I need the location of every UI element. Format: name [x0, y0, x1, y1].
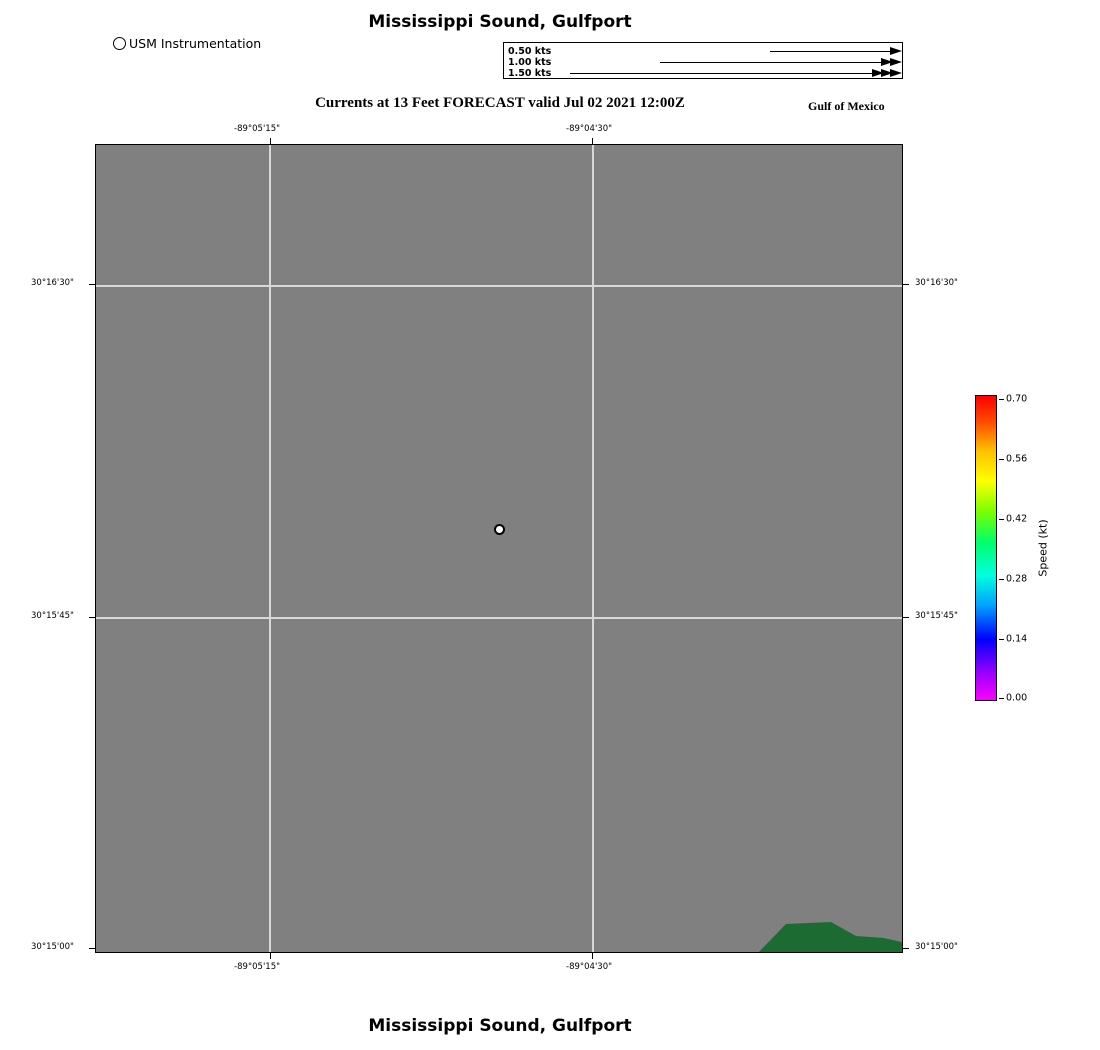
arrow-shaft [770, 51, 890, 52]
axis-label-x-top: -89°04'30" [566, 124, 613, 134]
gridline-longitude [592, 145, 594, 952]
station-legend-label: USM Instrumentation [129, 36, 262, 51]
colorbar-label: 0.56 [1006, 453, 1028, 465]
colorbar-tick [999, 698, 1004, 699]
colorbar-label: 0.42 [1006, 513, 1028, 525]
arrow-head [872, 69, 884, 77]
vector-key-row [504, 46, 902, 57]
open-circle-marker-icon [113, 37, 126, 50]
axis-tick-y-left [89, 948, 95, 949]
land-polygon [756, 905, 903, 953]
colorbar-label: 0.70 [1006, 393, 1028, 405]
vector-arrow-1 [566, 46, 902, 57]
region-label: Gulf of Mexico [808, 99, 885, 113]
axis-tick-x-top [270, 138, 271, 144]
vector-arrow-2 [566, 57, 902, 68]
colorbar-label: 0.14 [1006, 633, 1028, 645]
usm-instrumentation-station-marker[interactable] [494, 524, 505, 535]
vector-key-label: 1.00 kts [508, 57, 552, 68]
vector-key-label: 1.50 kts [508, 68, 552, 79]
axis-tick-y-right [903, 284, 909, 285]
axis-tick-x-bottom [270, 953, 271, 959]
colorbar-label: 0.00 [1006, 692, 1028, 704]
colorbar-tick [999, 459, 1004, 460]
axis-tick-y-left [89, 617, 95, 618]
axis-label-y-left: 30°16'30" [31, 278, 74, 288]
axis-label-y-right: 30°15'45" [915, 611, 958, 621]
gridline-latitude [96, 617, 902, 619]
vector-scale-key [503, 42, 903, 79]
axis-tick-y-left [89, 284, 95, 285]
axis-label-y-right: 30°15'00" [915, 942, 958, 952]
colorbar-axis-title: Speed (kt) [1036, 519, 1050, 577]
vector-key-row [504, 68, 902, 79]
axis-label-x-bottom: -89°04'30" [566, 962, 613, 972]
forecast-subtitle: Currents at 13 Feet FORECAST valid Jul 02 2021 12:00Z [315, 95, 685, 111]
axis-tick-x-top [592, 138, 593, 144]
colorbar-label: 0.28 [1006, 573, 1028, 585]
colorbar-tick [999, 399, 1004, 400]
axis-tick-y-right [903, 948, 909, 949]
footer-title: Mississippi Sound, Gulfport [368, 1016, 632, 1036]
station-legend [113, 36, 261, 51]
axis-label-x-top: -89°05'15" [234, 124, 281, 134]
axis-label-y-left: 30°15'00" [31, 942, 74, 952]
vector-key-row [504, 57, 902, 68]
gridline-longitude [269, 145, 271, 952]
axis-label-y-right: 30°16'30" [915, 278, 958, 288]
colorbar-gradient [975, 395, 997, 701]
arrow-head [881, 58, 893, 66]
vector-key-label: 0.50 kts [508, 46, 552, 57]
vector-arrow-3 [566, 68, 902, 79]
map-plot-area[interactable] [95, 144, 903, 953]
speed-colorbar [975, 395, 1095, 710]
page-title: Mississippi Sound, Gulfport [368, 12, 632, 32]
axis-tick-x-bottom [592, 953, 593, 959]
axis-tick-y-right [903, 617, 909, 618]
colorbar-tick [999, 519, 1004, 520]
gridline-latitude [96, 285, 902, 287]
arrow-shaft [570, 73, 890, 74]
colorbar-tick [999, 579, 1004, 580]
colorbar-tick [999, 639, 1004, 640]
axis-label-y-left: 30°15'45" [31, 611, 74, 621]
axis-label-x-bottom: -89°05'15" [234, 962, 281, 972]
arrow-head [890, 47, 902, 55]
arrow-shaft [660, 62, 890, 63]
